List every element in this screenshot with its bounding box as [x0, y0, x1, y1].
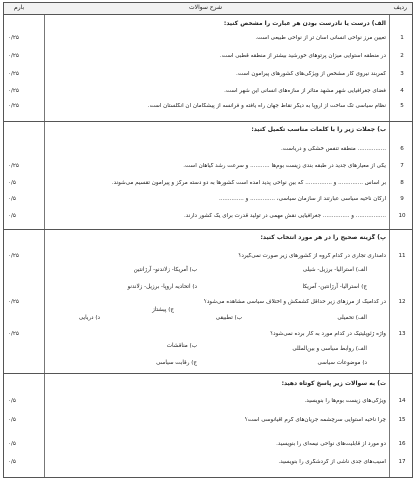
section-divider	[4, 121, 412, 122]
option: الف) تحمیلی	[337, 315, 367, 321]
option: ج) استرالیا- آرژانتین- آمریکا	[302, 284, 367, 290]
header-num: ردیف	[393, 4, 407, 11]
column-divider-score	[44, 3, 45, 477]
option: ب) تطبیقی	[215, 315, 242, 321]
option: د) اتحادیه اروپا- برزیل- زلاندنو	[127, 284, 197, 290]
option: الف) روابط سیاسی و بین‌المللی	[292, 346, 367, 352]
header-title: شرح سوالات	[189, 4, 222, 11]
option: الف) استرالیا- برزیل- شیلی	[302, 267, 367, 273]
column-divider-num	[389, 3, 390, 477]
section-divider	[4, 373, 412, 374]
exam-sheet: ردیف شرح سوالات بارم الف) درست یا نادرست بودن هر عبارت را مشخص کنید: 1 تعیین مرز نواحی انسانی آسان تر از نواحی طبیعی است. ۰/۲۵ 2 در منطقه استوایی میزان پرتوهای خورشید بیشتر از منطقه قطبی است. ۰/۲۵ 3 کمربند نیروی کار مشخص از ویژگی‌های کشورهای پیرامون است. ۰/۲۵ 4 فضای جغرافیایی شهر مشهد متأثر از سازه‌های انسانی این شهر است. ۰/۲۵ 5 نظام سیاسی تک ساخت از اروپا به دیگر نقاط جهان راه یافته و فرانسه از پیشگامان آن انگلستان است. ۰/۲۵ ب) جملات زیر را با کلمات مناسب تکمیل کنید: 6 ................ منطقه تنفس خشکی و دریاست. 7 یکی از معیارهای جدید در طبقه بندی زیست بوم‌ها ........... و سرعت رشد گیاهان است. ۰/۲۵ 8 بر اساس .............. و ............... که بین نواحی پدید آمده است کشورها به دو دسته مرکز و پیرامون تقسیم می‌شوند. ۰/۵ 9 ارکان ناحیه سیاسی عبارتند از سازمان سیاسی، .............. و .............. ۰/۵ 10 ................. و ............... جغرافیایی نقش مهمی در تولید قدرت برای یک کشور دارند. ۰/۵ پ) گزینه صحیح را در هر مورد انتخاب کنید: 11 دامداری تجاری در کدام گروه از کشورهای زیر صورت نمی‌گیرد؟ ۰/۲۵ الف) استرالیا- برزیل- شیلی ب) آمریکا- زلاندنو- آرژانتین ج) استرالیا- آرژانتین- آمریکا د) اتحادیه اروپا- برزیل- زلاندنو 12 در کدامیک از مرزهای زیر حداقل کشمکش و اختلاف سیاسی مشاهده می‌شود؟ ۰/۲۵ الف) تحمیلی ب) تطبیقی ج) پیشتاز د) دریایی 13 واژه ژئوپلیتیک در کدام مورد به کار برده نمی‌شود؟ ۰/۲۵ الف) روابط سیاسی و بین‌المللی ب) مناقشات ج) رقابت سیاسی د) موضوعات سیاسی ت) به سوالات زیر پاسخ کوتاه دهید: 14 ویژگی‌های زیست بوم‌ها را بنویسید. ۰/۵ 15 چرا ناحیه استوایی سرچشمه جریان‌های گرم اقیانوسی است؟ ۰/۵ 16 دو مورد از قابلیت‌های نواحی نیمه‌ای را بنویسید. ۰/۵ 17 آسیب‌های جدی ناشی از گردشگری را بنویسید. ۰/۵	[3, 2, 413, 478]
option: د) موضوعات سیاسی	[317, 360, 367, 366]
option: د) دریایی	[78, 315, 100, 321]
option: ج) رقابت سیاسی	[156, 360, 197, 366]
header-score: بارم	[14, 4, 25, 11]
option: ب) مناقشات	[166, 343, 197, 349]
option: ج) پیشتاز	[152, 307, 174, 313]
section-divider	[4, 229, 412, 230]
option: ب) آمریکا- زلاندنو- آرژانتین	[133, 267, 197, 273]
table-header	[4, 3, 412, 15]
